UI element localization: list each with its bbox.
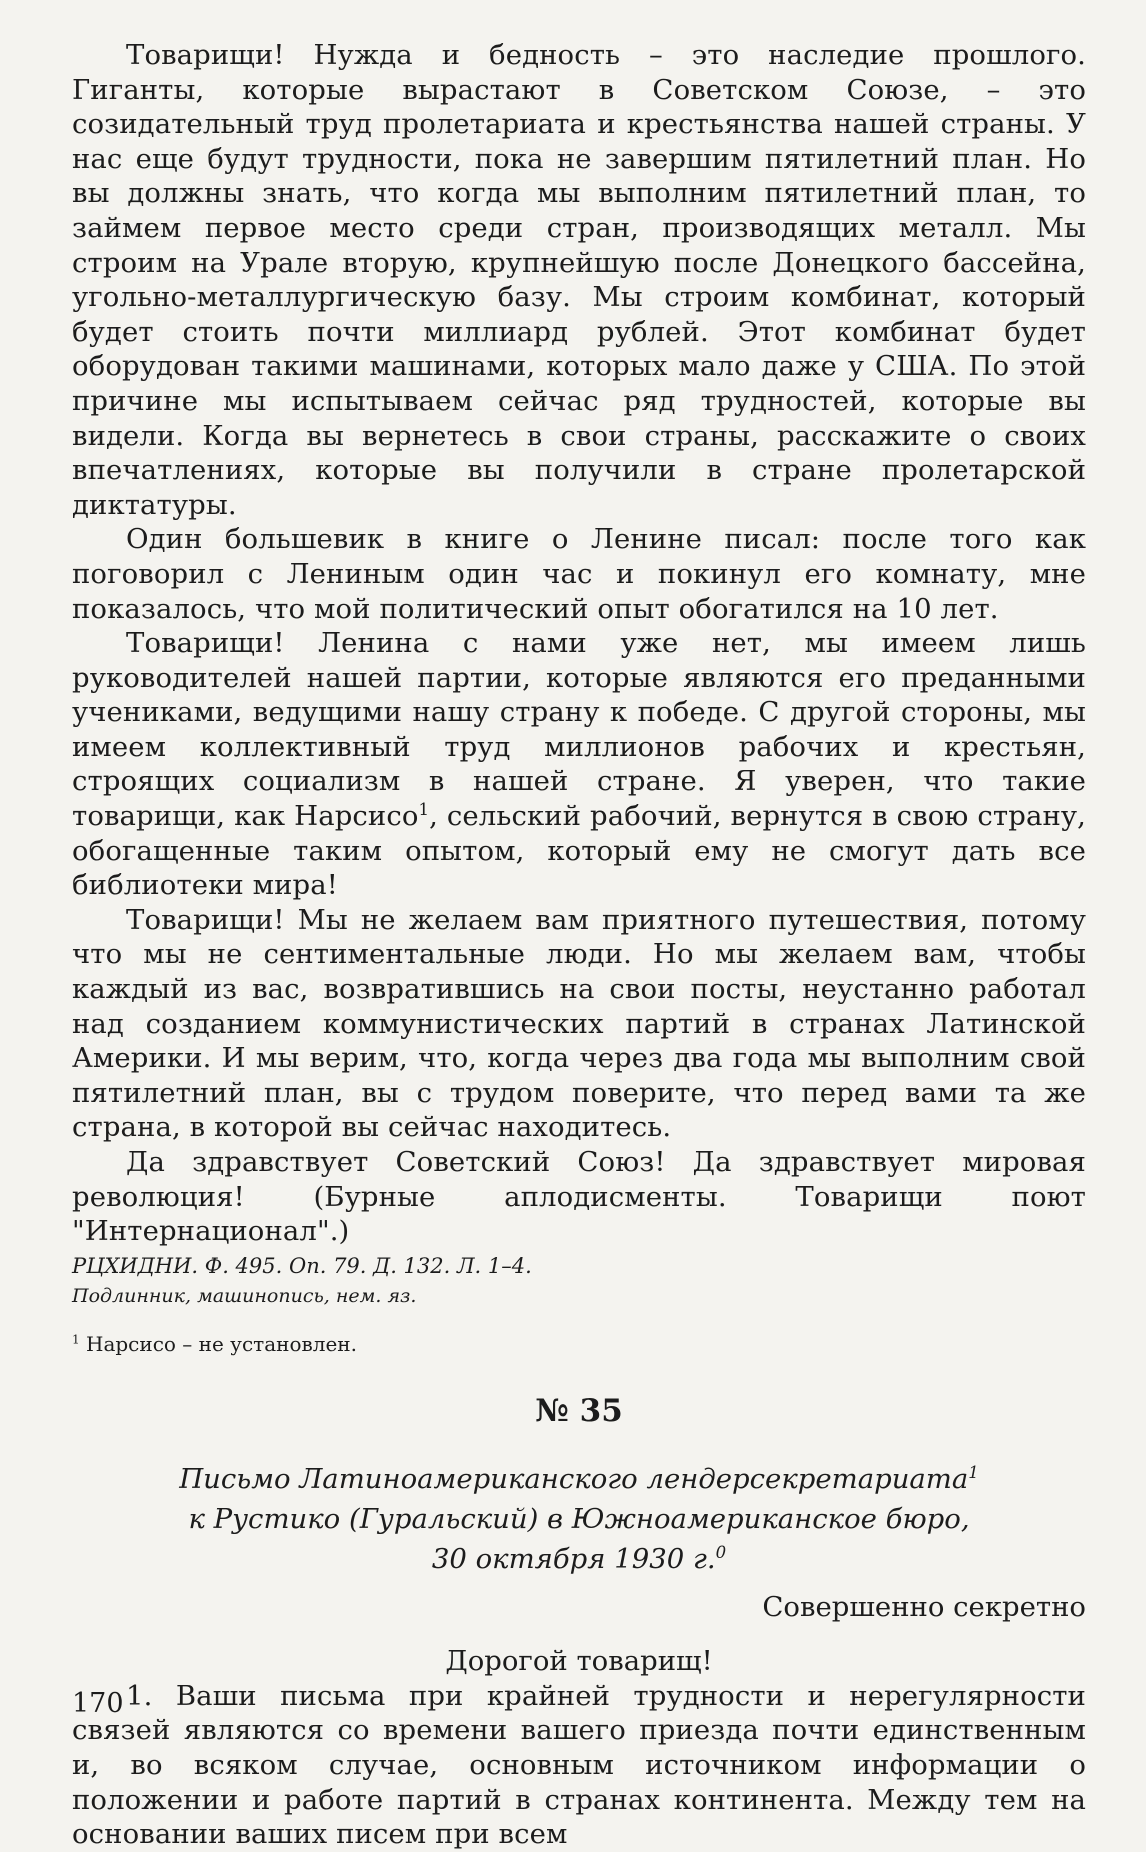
footnote-text: Нарсисо – не установлен. (79, 1331, 357, 1356)
document-title (72, 1459, 1086, 1579)
speech-paragraph-1: Товарищи! Нужда и бедность – это наследие прошлого. Гиганты, которые вырастают в Советском Союзе, – это созидательный труд пролетариата и крестьянства нашей страны. У нас еще будут трудности, пока не завершим пятилетний план. Но вы должны знать, что когда мы выполним пятилетний план, то займем первое место среди стран, производящих металл. Мы строим на Урале вторую, крупнейшую после Донецкого бассейна, угольно-металлургическую базу. Мы строим комбинат, который будет стоить почти миллиард рублей. Этот комбинат будет оборудован такими машинами, которых мало даже у США. По этой причине мы испытываем сейчас ряд трудностей, которые вы видели. Когда вы вернетесь в свои страны, расскажите о своих впечатлениях, которые вы получили в стране пролетарской диктатуры. (72, 39, 1086, 521)
classification-stamp: Совершенно секретно (762, 1590, 1086, 1623)
document-title-line-3: 30 октября 1930 г.$^0$ (431, 1542, 727, 1575)
page-number: 170 (72, 1688, 124, 1719)
date-footnote-marker: 0 (715, 1542, 727, 1562)
salutation: Дорогой товарищ! (445, 1644, 713, 1677)
document-title-line-2: к Рустико (Гуральский) в Южноамериканское бюро, (188, 1502, 970, 1535)
document-title-line-1: Письмо Латиноамериканского лендерсекретариата$^1$ (179, 1462, 979, 1495)
title-footnote-marker: 1 (968, 1462, 979, 1482)
speech-paragraph-3 (72, 626, 1086, 903)
speech-paragraph-3-text-b: , сельский рабочий, вернутся в свою страну, обогащенные таким опытом, который ему не смогут дать все библиотеки мира! (72, 800, 1086, 902)
footnote-reference: 1 (418, 799, 430, 819)
source-note: Подлинник, машинопись, нем. яз. (72, 1284, 417, 1307)
archive-reference: РЦХИДНИ. Ф. 495. Оп. 79. Д. 132. Л. 1–4. (72, 1253, 532, 1278)
speech-paragraph-5: Да здравствует Советский Союз! Да здравствует мировая революция! (Бурные аплодисменты. Товарищи поют "Интернационал".) (72, 1146, 1086, 1248)
document-page (72, 38, 1086, 1852)
speech-paragraph-2: Один большевик в книге о Ленине писал: после того как поговорил с Лениным один час и покинул его комнату, мне показалось, что мой политический опыт обогатился на 10 лет. (72, 523, 1086, 625)
speech-paragraph-4: Товарищи! Мы не желаем вам приятного путешествия, потому что мы не сентиментальные люди. Но мы желаем вам, чтобы каждый из вас, возвратившись на свои посты, неустанно работал над созданием коммунистических партий в странах Латинской Америки. И мы верим, что, когда через два года мы выполним свой пятилетний план, вы с трудом поверите, что перед вами та же страна, в которой вы сейчас находитесь. (72, 903, 1086, 1144)
speech-paragraph-3-text-a: Товарищи! Ленина с нами уже нет, мы имеем лишь руководителей нашей партии, которые являются его преданными учениками, ведущими нашу страну к победе. С другой стороны, мы имеем коллективный труд миллионов рабочих и крестьян, строящих социализм в нашей стране. Я уверен, что такие товарищи, как Нарсисо (72, 627, 1086, 833)
footnote-marker: 1 (72, 1332, 80, 1347)
letter-body-paragraph: 1. Ваши письма при крайней трудности и нерегулярности связей являются со времени вашего приезда почти единственным и, во всяком случае, основным источником информации о положении и работе партий в странах континента. Между тем на основании ваших писем при всем (72, 1679, 1086, 1851)
footnote (72, 1331, 1086, 1357)
document-number: № 35 (535, 1392, 623, 1429)
